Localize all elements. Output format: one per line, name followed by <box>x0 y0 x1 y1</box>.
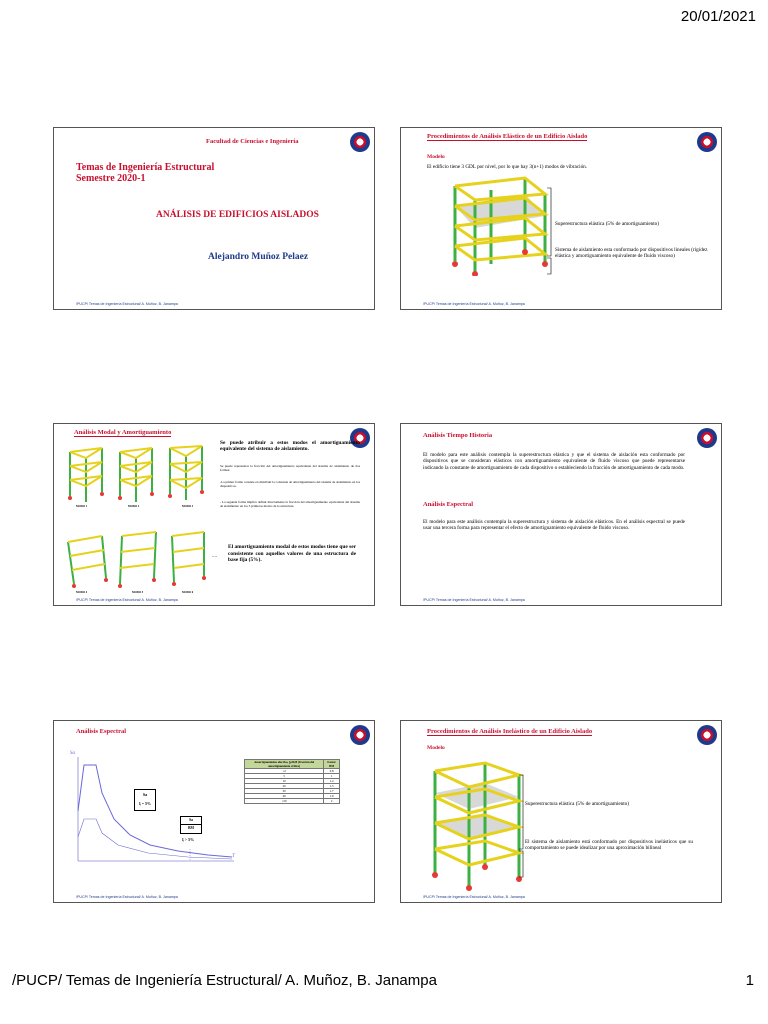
mode-5-label: MODO 5 <box>132 591 144 594</box>
page-number: 1 <box>745 972 754 989</box>
superstructure-label: Superestructura elástica (5% de amortiguamiento) <box>555 221 659 227</box>
spectrum-box-reduced <box>180 816 202 834</box>
building-3d-diagram <box>425 761 525 891</box>
slide-footer: /PUCP/ Temas de Ingeniería Estructural/ A. Muñoz, B. Janampa <box>76 302 178 306</box>
bracket-icon <box>517 773 527 883</box>
pucp-logo-icon <box>350 132 370 152</box>
pucp-logo-icon <box>697 725 717 745</box>
slide-6-inelastic-model <box>400 720 722 903</box>
paragraph-4: - La segunda forma implica definir directamente la fracción del amortiguamiento equivalente del sistema de aislamiento en los 3 primeros modos de la estructura. <box>220 500 360 509</box>
box2-damping: ξ > 5% <box>182 837 195 842</box>
print-date: 20/01/2021 <box>680 8 756 25</box>
table-cell: 10 <box>245 779 324 784</box>
table-cell: 20 <box>245 784 324 789</box>
table-cell: ≤2 <box>245 769 324 774</box>
spectrum-box-5pct <box>134 789 156 811</box>
section-title-spectral: Análisis Espectral <box>423 501 474 508</box>
paragraph-2: Se puede representar la fracción del amortiguamiento equivalente del sistema de aislamiento de dos formas: <box>220 464 360 473</box>
slide-5-spectral-analysis <box>53 720 375 903</box>
table-cell: ≥50 <box>245 799 324 804</box>
box2-numerator: Sa <box>181 817 201 825</box>
page-footer: /PUCP/ Temas de Ingeniería Estructural/ A. Muñoz, B. Janampa <box>12 972 437 989</box>
spectrum-plot <box>68 749 238 874</box>
slide-footer: /PUCP/ Temas de Ingeniería Estructural/ A. Muñoz, B. Janampa <box>76 895 178 899</box>
mode-6-label: MODO 6 <box>182 591 194 594</box>
table-cell: 1.5 <box>324 784 340 789</box>
pucp-logo-icon <box>697 132 717 152</box>
table-cell: 1.9 <box>324 794 340 799</box>
paragraph-5: El amortiguamiento modal de estos modos tiene que ser consistente con aquellos valores de una estructura de base fija (5%). <box>228 544 356 564</box>
mode-4-label: MODO 4 <box>76 591 88 594</box>
table-cell: 0.8 <box>324 769 340 774</box>
pucp-logo-icon <box>350 725 370 745</box>
mode-1-label: MODO 1 <box>76 505 88 508</box>
slide-footer: /PUCP/ Temas de Ingeniería Estructural/ A. Muñoz, B. Janampa <box>76 598 178 602</box>
table-cell: 5 <box>245 774 324 779</box>
isolation-label: Sistema de aislamiento esta conformado por dispositivos lineales (rigidez elástica y amortiguamiento equivalente de fluido viscoso) <box>555 247 708 260</box>
ellipsis: .... <box>212 554 217 559</box>
table-cell: 40 <box>245 794 324 799</box>
presentation-title: ANÁLISIS DE EDIFICIOS AISLADOS <box>156 210 319 220</box>
table-cell: 30 <box>245 789 324 794</box>
box2-denominator: BM <box>188 826 194 830</box>
slide-3-modal-damping <box>53 423 375 606</box>
pucp-logo-icon <box>697 428 717 448</box>
x-axis-label: T <box>232 854 235 859</box>
slide-text: El edificio tiene 3 GDL por nivel, por lo que hay 3(n+1) modos de vibración. <box>427 164 588 170</box>
slide-1-title <box>53 127 375 310</box>
section-title-time-history: Análisis Tiempo Historia <box>423 432 493 439</box>
slide-title: Análisis Modal y Amortiguamiento <box>74 429 172 436</box>
mode-3-label: MODO 3 <box>182 505 194 508</box>
isolation-label: El sistema de aislamiento está conformado por dispositivos inelásticos que su comportamiento se puede idealizar por una aproximación bilineal <box>525 839 693 852</box>
superstructure-label: Superestructura elástica (5% de amortiguamiento) <box>525 801 629 807</box>
paragraph-1: Se puede atribuir a estos modos el amortiguamiento equivalente del sistema de aislamiento. <box>220 440 360 453</box>
author-name: Alejandro Muñoz Pelaez <box>208 252 309 262</box>
col-factor: Factor BM <box>324 760 340 769</box>
building-3d-diagram <box>435 176 553 276</box>
table-cell: 2 <box>324 799 340 804</box>
bracket-icon <box>545 186 555 286</box>
slide-4-time-history <box>400 423 722 606</box>
slide-footer: /PUCP/ Temas de Ingeniería Estructural/ A. Muñoz, B. Janampa <box>423 598 525 602</box>
table-cell: 1 <box>324 774 340 779</box>
col-effective-damping: Amortiguamiento efectivo, ξeff,M (fracción del amortiguamiento crítico) <box>245 760 324 769</box>
slide-2-elastic-model <box>400 127 722 310</box>
semester: Semestre 2020-1 <box>76 173 146 184</box>
course-name: Temas de Ingeniería Estructural <box>76 162 215 173</box>
table-cell: 1.2 <box>324 779 340 784</box>
damping-factor-table <box>244 759 340 804</box>
box1-bottom: ξ = 5% <box>138 801 152 806</box>
mode-2-label: MODO 2 <box>128 505 140 508</box>
slide-title: Procedimientos de Análisis Inelástico de un Edificio Aislado <box>427 728 593 735</box>
slide-footer: /PUCP/ Temas de Ingeniería Estructural/ A. Muñoz, B. Janampa <box>423 302 525 306</box>
paragraph-3: -La primer forma consiste en distribuir la constante de amortiguamiento del sistema de aislamiento en los dispositivos. <box>220 480 360 489</box>
slide-subtitle: Modelo <box>427 745 445 751</box>
table-cell: 1.7 <box>324 789 340 794</box>
mode-shapes-diagram <box>62 444 217 604</box>
time-history-text: El modelo para este análisis contempla la superestructura elástica y que el sistema de aislación esta conformado por dispositivos que se consideran elásticos con amortiguamiento equivalente de fluido viscoso que puede representarse indicando la constante de amortiguamiento de cada dispositivo o estableciendo la fracción de amortiguamiento de cada modo. <box>423 452 685 471</box>
slide-title: Análisis Espectral <box>76 728 127 735</box>
spectral-text: El modelo para este análisis contempla la superestructura y sistema de aislación elásticos. En el análisis espectral se puede usar una tercera forma para representar el efecto de amortiguamiento equivalente de fluido viscoso. <box>423 519 685 532</box>
slide-subtitle: Modelo <box>427 154 445 160</box>
course-title <box>76 162 214 184</box>
faculty-label: Facultad de Ciencias e Ingeniería <box>206 138 299 145</box>
slide-footer: /PUCP/ Temas de Ingeniería Estructural/ A. Muñoz, B. Janampa <box>423 895 525 899</box>
slide-title: Procedimientos de Análisis Elástico de un Edificio Aislado <box>427 133 588 140</box>
y-axis-label: Sa <box>70 751 75 756</box>
box1-top: Sa <box>142 792 148 797</box>
